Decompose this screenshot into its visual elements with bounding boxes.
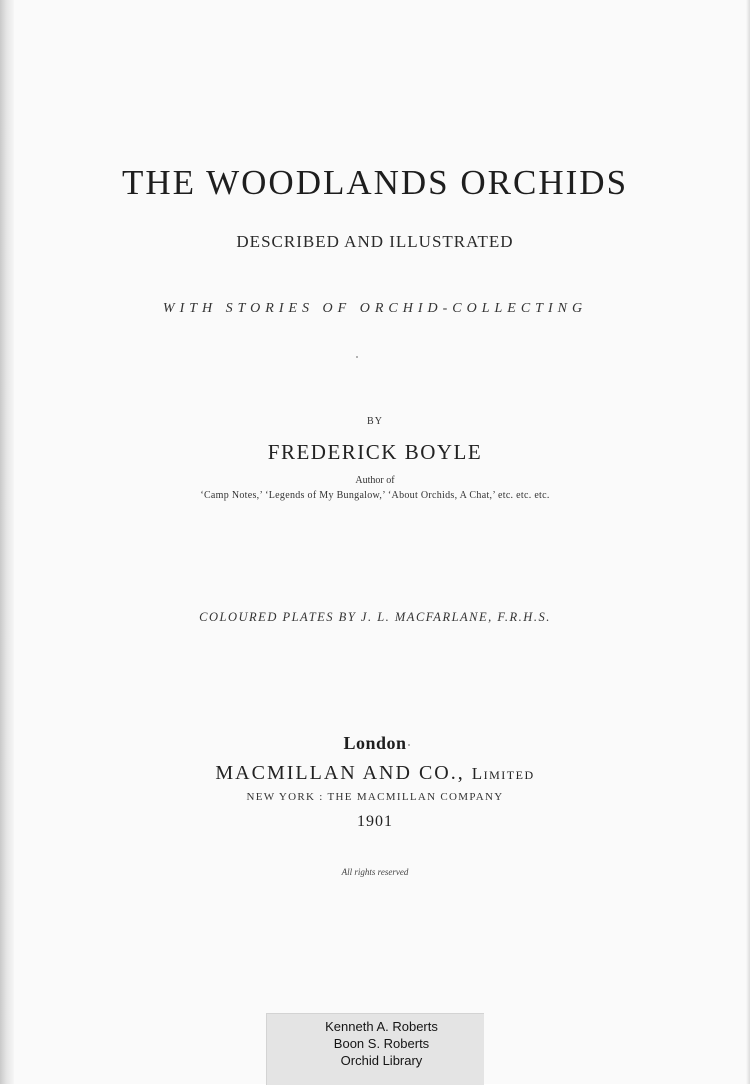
by-label: BY [367,416,383,427]
book-title: THE WOODLANDS ORCHIDS [121,163,629,202]
other-works: ‘Camp Notes,’ ‘Legends of My Bungalow,’ ‘About Orchids, A Chat,’ etc. etc. etc. [200,490,550,501]
plates-credit: COLOURED PLATES BY J. L. MACFARLANE, F.R.H.S. [199,610,551,624]
publisher-line [0,762,750,785]
publisher-city: London [343,733,407,753]
ink-speck [408,744,410,746]
stamp-line-3: Orchid Library [340,1053,423,1068]
publisher-limited: Limited [471,764,535,783]
author-of-label: Author of [355,475,395,486]
publisher-name: MACMILLAN AND CO., [215,762,465,784]
book-subtitle: DESCRIBED AND ILLUSTRATED [236,232,514,251]
publication-year: 1901 [357,813,393,830]
new-york-line: NEW YORK : THE MACMILLAN COMPANY [246,791,504,803]
author-name: FREDERICK BOYLE [267,440,483,464]
library-stamp [266,1013,484,1085]
ink-speck [356,356,358,358]
stamp-line-1: Kenneth A. Roberts [325,1019,438,1034]
rights-notice: All rights reserved [341,867,409,877]
stamp-line-2: Boon S. Roberts [333,1036,430,1051]
book-tagline: WITH STORIES OF ORCHID-COLLECTING [162,301,588,316]
